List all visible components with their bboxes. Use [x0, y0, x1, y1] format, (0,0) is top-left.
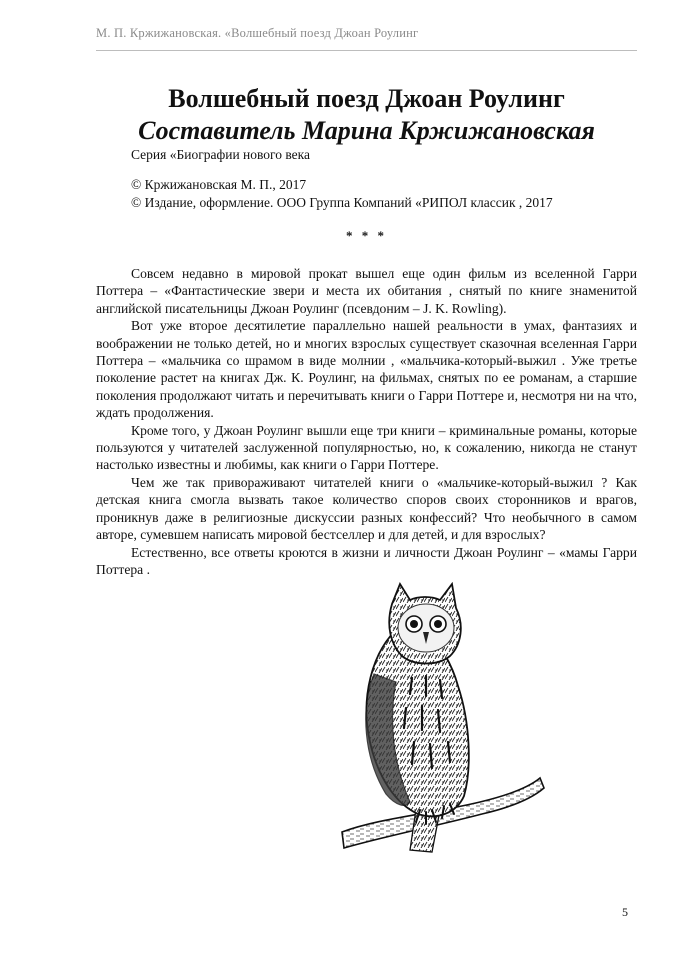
copyright-publisher: © Издание, оформление. ООО Группа Компаний «РИПОЛ классик , 2017: [131, 195, 553, 210]
body-text: [96, 265, 637, 578]
book-compiler: Составитель Марина Кржижановская: [138, 116, 595, 145]
paragraph: Совсем недавно в мировой прокат вышел еще один фильм из вселенной Гарри Поттера – «Фантастические звери и места их обитания , снятый по книге знаменитой английской писательницы Джоан Роулинг (псевдоним – J. K. Rowling).: [96, 266, 637, 316]
paragraph: Кроме того, у Джоан Роулинг вышли еще три книги – криминальные романы, которые пользуются у читателей заслуженной популярностью, но, к сожалению, никогда не станут настолько известны и любимы, как книги о Гарри Поттере.: [96, 422, 637, 473]
section-separator: * * *: [346, 228, 387, 243]
paragraph: Естественно, все ответы кроются в жизни и личности Джоан Роулинг – «мамы Гарри Поттера .: [96, 544, 637, 577]
book-title: Волшебный поезд Джоан Роулинг: [168, 84, 565, 113]
page-number: 5: [622, 905, 628, 919]
running-header: М. П. Кржижановская. «Волшебный поезд Джоан Роулинг: [96, 26, 419, 40]
copyright-author: © Кржижановская М. П., 2017: [131, 177, 307, 192]
paragraph: Вот уже второе десятилетие параллельно нашей реальности в умах, фантазиях и воображении не только детей, но и многих взрослых существует сказочная вселенная Гарри Поттера – «мальчика со шрамом в виде молнии , «мальчика-который-выжил . Уже третье поколение растет на книгах Дж. К. Роулинг, на фильмах, снятых по ее романам, а старшие поколения продолжают читать и перечитывать книги о Гарри Поттере и, несмотря ни на что, ждать продолжения.: [96, 318, 637, 421]
series-line: Серия «Биографии нового века: [131, 147, 311, 162]
header-rule: [96, 50, 637, 51]
paragraph: Чем же так привораживают читателей книги о «мальчике-который-выжил ? Как детская книга смогла вызвать такое количество споров своих сторонников и врагов, проникнув даже в религиозные дискуссии разных конфессий? Что необычного в самом авторе, сумевшем написать мировой бестселлер и для детей, и для взрослых?: [96, 474, 637, 543]
owl-illustration: [340, 582, 545, 864]
